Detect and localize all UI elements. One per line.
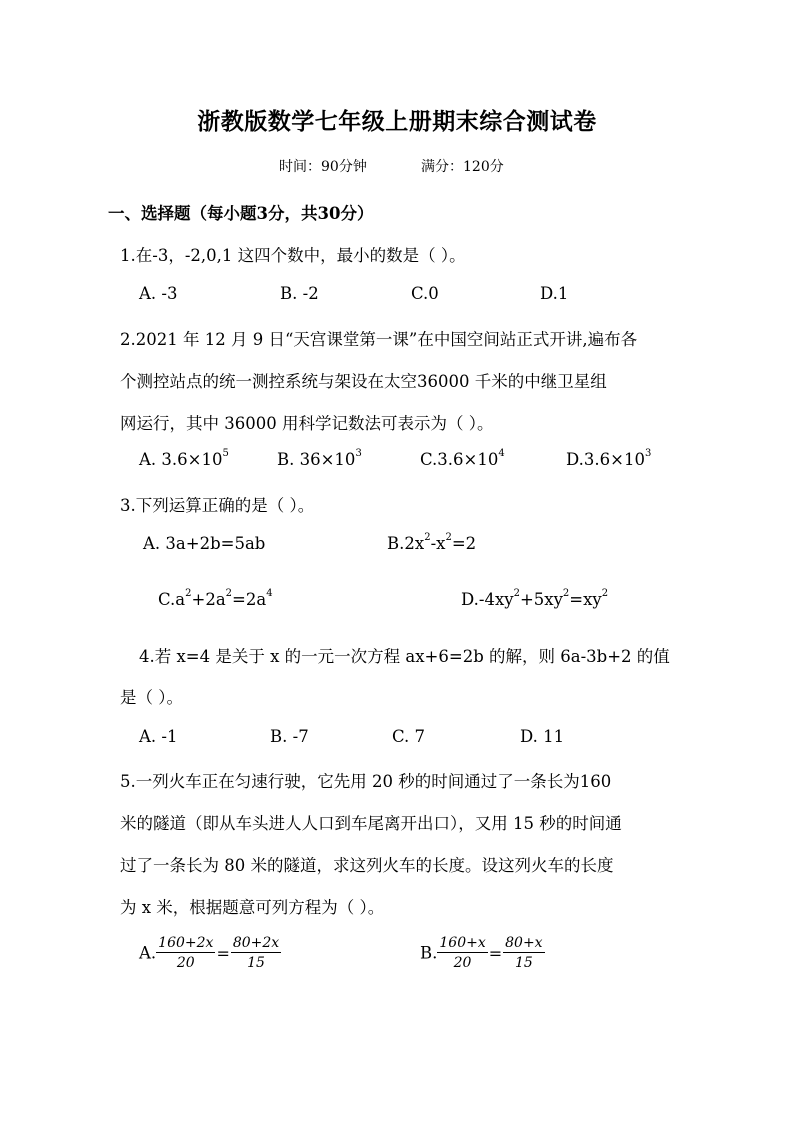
q5-b-equals: = (488, 943, 503, 963)
q3-option-a: A. 3a+2b=5ab (143, 534, 266, 553)
q4-option-b: B. -7 (270, 727, 309, 746)
q3-b-e1: 2 (424, 532, 431, 543)
exam-full-score: 满分：120分 (421, 159, 504, 175)
q5-b-denominator-right: 15 (514, 955, 533, 971)
q2-c-exp: 4 (498, 448, 505, 459)
question-4-line-2: 是（ ）。 (120, 688, 183, 707)
q3-d-p2: +5xy (519, 590, 563, 609)
q3-c-e1: 2 (185, 588, 192, 599)
question-1-stem: 1.在-3，-2,0,1 这四个数中，最小的数是（ ）。 (120, 246, 466, 265)
question-2-line-2: 个测控站点的统一测控系统与架设在太空36000 千米的中继卫星组 (120, 372, 607, 391)
section-heading-choice: 一、选择题（每小题3分，共30分） (108, 204, 374, 223)
q3-b-e2: 2 (445, 532, 452, 543)
question-5-line-2: 米的隧道（即从车头进人人口到车尾离开出口），又用 15 秒的时间通 (120, 814, 622, 833)
q5-b-label: B. (420, 943, 438, 963)
exam-time: 时间：90分钟 (279, 159, 367, 175)
q5-a-fraction-left (156, 936, 215, 970)
question-3-stem: 3.下列运算正确的是（ ）。 (120, 496, 315, 515)
q2-option-b (277, 450, 362, 469)
q2-b-base: B. 36×10 (277, 450, 356, 469)
q5-a-denominator-right: 15 (247, 955, 265, 971)
q1-option-c: C.0 (411, 284, 439, 303)
q5-b-numerator-left: 160+x (439, 935, 486, 951)
q3-option-c (158, 590, 273, 609)
q3-b-p3: =2 (451, 534, 477, 553)
q2-b-exp: 3 (355, 448, 362, 459)
q2-c-base: C.3.6×10 (420, 450, 499, 469)
q5-b-numerator-right: 80+x (505, 935, 543, 951)
question-5-line-1: 5.一列火车正在匀速行驶，它先用 20 秒的时间通过了一条长为160 (120, 772, 612, 791)
q1-option-b: B. -2 (280, 284, 319, 303)
q3-d-e3: 2 (601, 588, 609, 599)
q3-option-b (387, 534, 476, 553)
q2-d-base: D.3.6×10 (566, 450, 645, 469)
question-4-line-1: 4.若 x=4 是关于 x 的一元一次方程 ax+6=2b 的解，则 6a-3b+2 的值 (139, 647, 670, 666)
q4-option-c: C. 7 (392, 727, 426, 746)
q3-option-d (461, 590, 608, 609)
q5-a-denominator-left: 20 (176, 955, 195, 971)
q1-option-d: D.1 (540, 284, 569, 303)
q3-b-p2: -x (430, 534, 446, 553)
q5-a-fraction-right (231, 936, 281, 970)
q3-c-e3: 4 (266, 588, 273, 599)
q3-c-e2: 2 (225, 588, 233, 599)
q5-b-fraction-right (503, 936, 544, 970)
question-5-line-4: 为 x 米，根据题意可列方程为（ ）。 (120, 898, 385, 917)
q3-c-p3: =2a (232, 590, 267, 609)
q3-c-p2: +2a (191, 590, 226, 609)
q2-option-d (566, 450, 651, 469)
q5-b-denominator-left: 20 (453, 955, 472, 971)
q3-d-p3: =xy (569, 590, 602, 609)
q5-a-label: A. (139, 943, 157, 963)
question-5-line-3: 过了一条长为 80 米的隧道，求这列火车的长度。设这列火车的长度 (120, 856, 614, 875)
q5-a-numerator-left: 160+2x (158, 935, 214, 951)
q5-option-a (139, 936, 281, 970)
q4-option-a: A. -1 (139, 727, 178, 746)
q4-option-d: D. 11 (520, 727, 565, 746)
q3-d-e2: 2 (562, 588, 570, 599)
q2-a-exp: 5 (222, 448, 229, 459)
q5-a-numerator-right: 80+2x (232, 935, 280, 951)
page-title: 浙教版数学七年级上册期末综合测试卷 (197, 108, 597, 135)
q5-b-fraction-left (437, 936, 487, 970)
question-2-line-3: 网运行，其中 36000 用科学记数法可表示为（ ）。 (120, 414, 494, 433)
q5-option-b (420, 936, 545, 970)
q3-d-e1: 2 (513, 588, 520, 599)
question-2-line-1: 2.2021 年 12 月 9 日“天宫课堂第一课”在中国空间站正式开讲,遍布各 (120, 330, 638, 349)
q2-d-exp: 3 (644, 448, 652, 459)
q2-option-c (420, 450, 505, 469)
q2-option-a (139, 450, 229, 469)
q3-c-p1: C.a (158, 590, 186, 609)
q5-a-equals: = (216, 943, 230, 963)
q3-d-p1: D.-4xy (461, 590, 514, 609)
q1-option-a: A. -3 (139, 284, 178, 303)
q3-b-p1: B.2x (387, 534, 425, 553)
q2-a-base: A. 3.6×10 (139, 450, 223, 469)
